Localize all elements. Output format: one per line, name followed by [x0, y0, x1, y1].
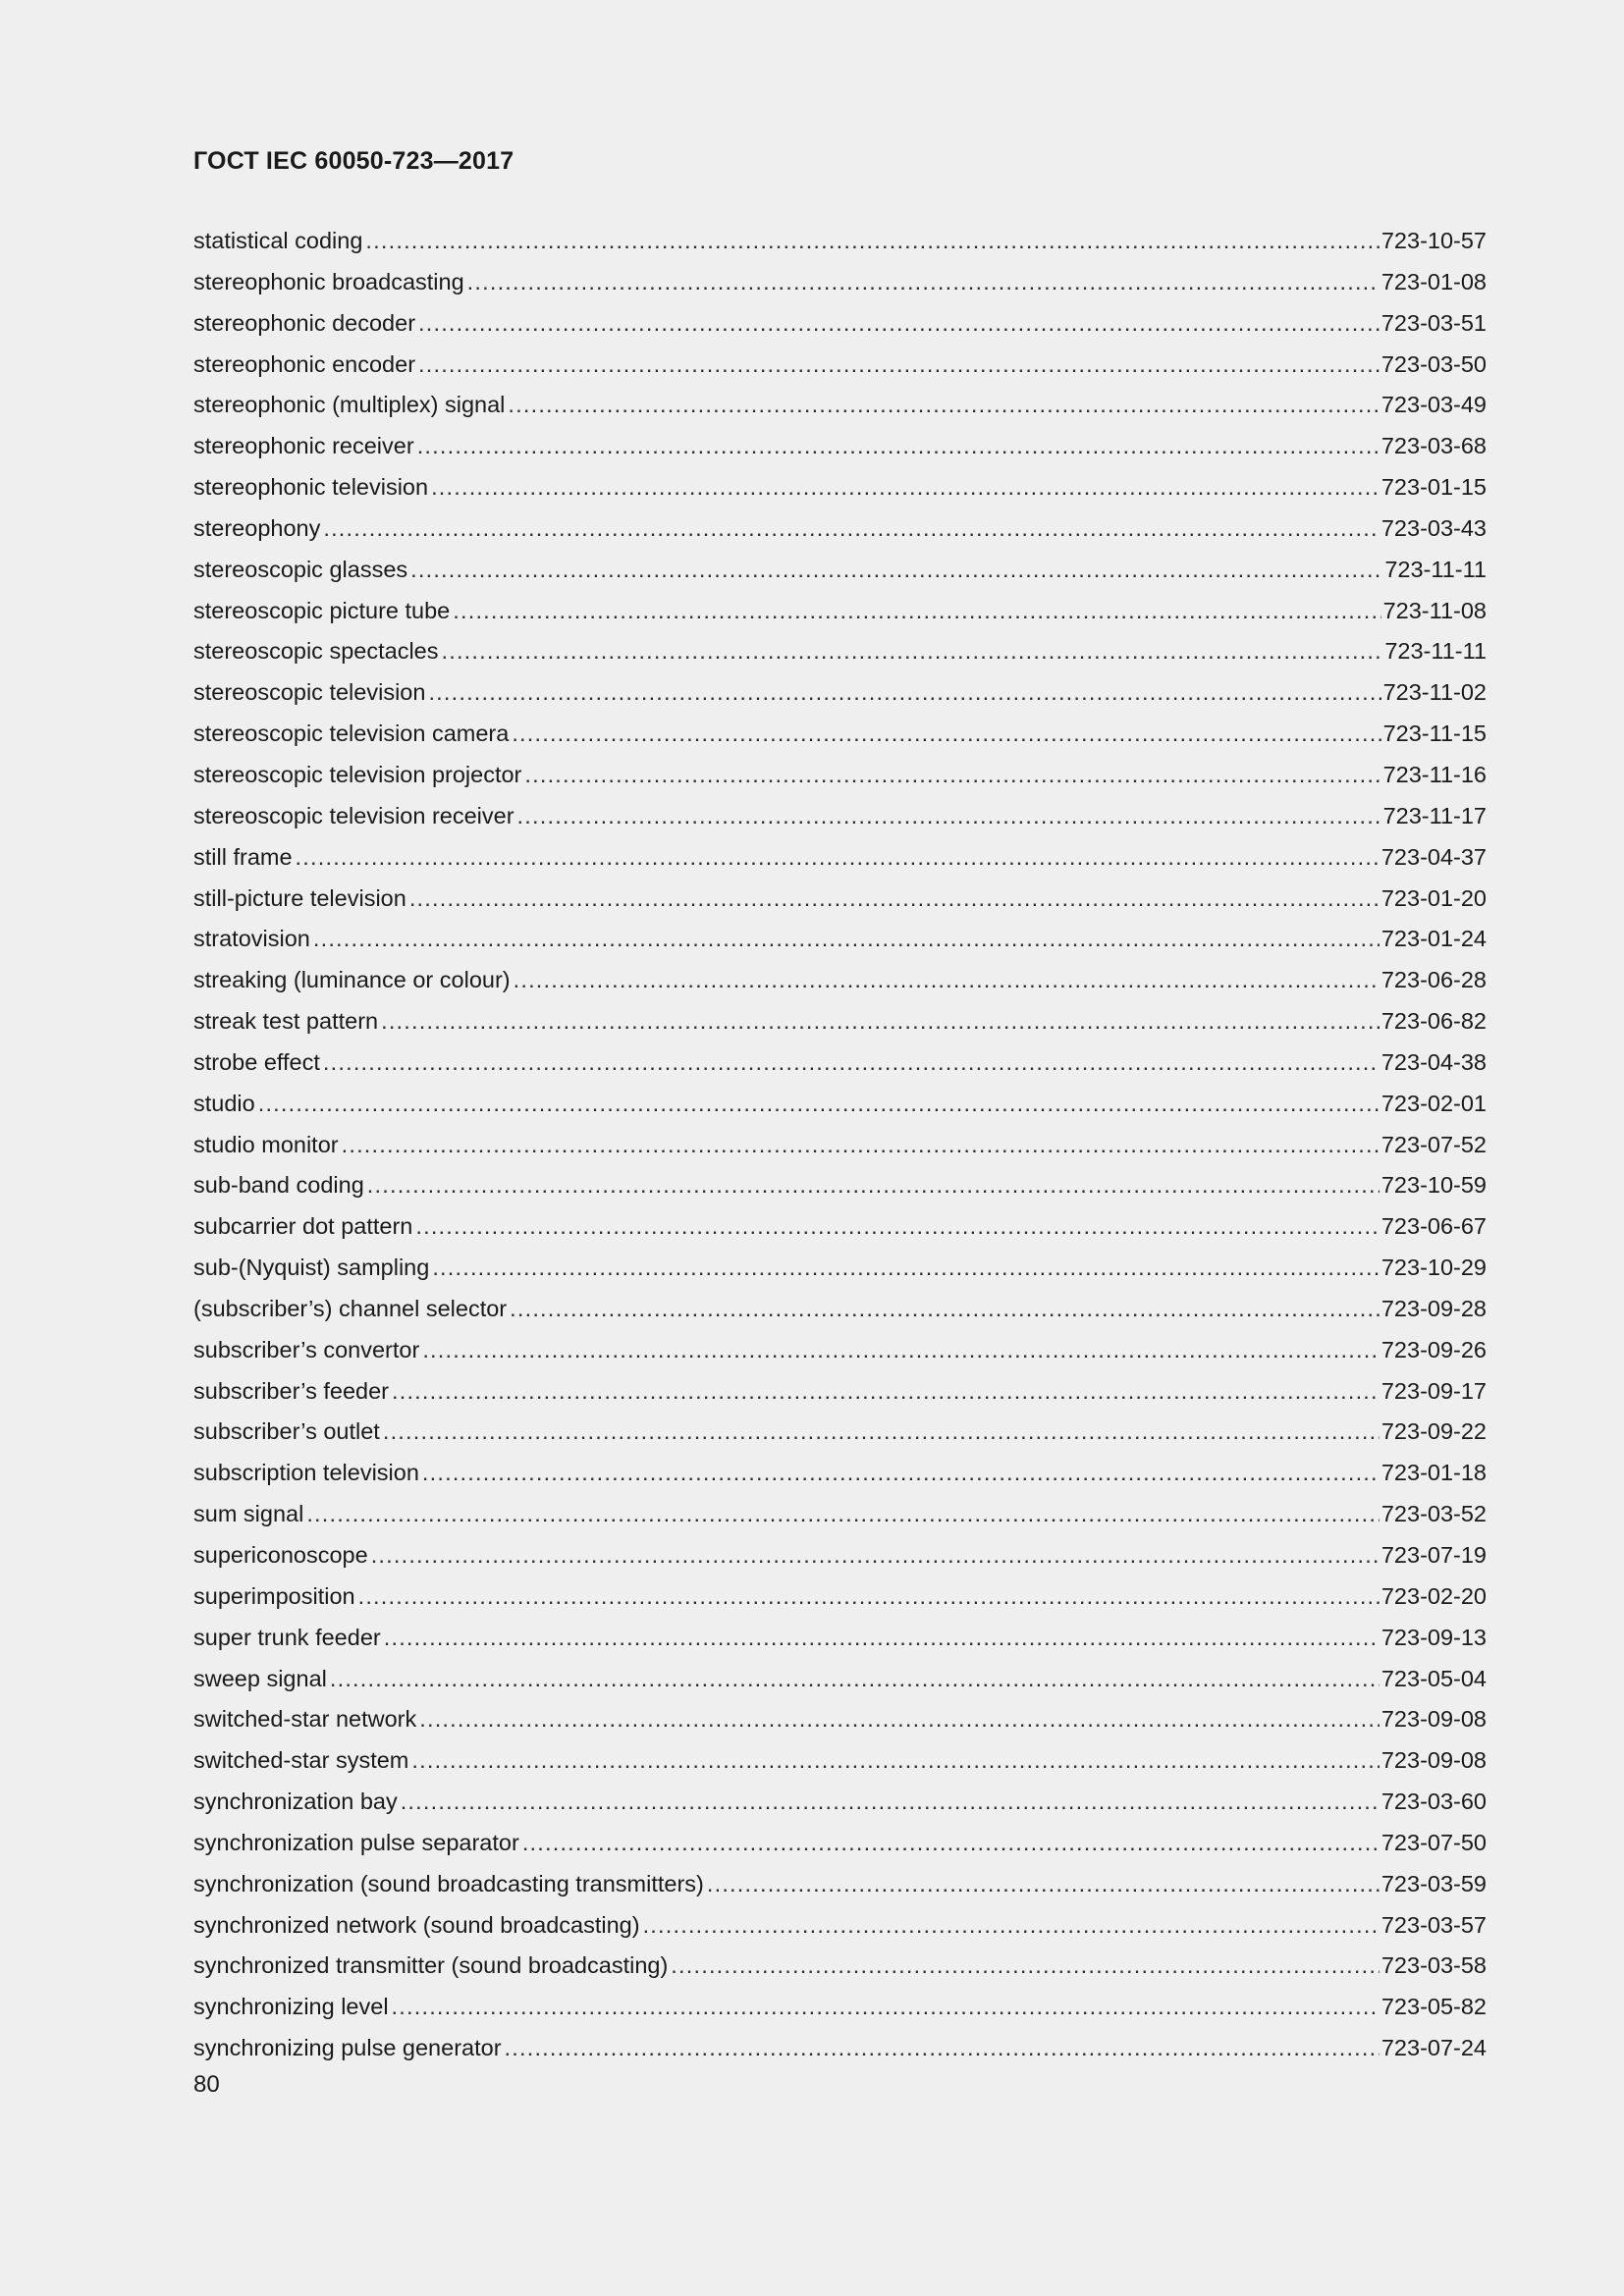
- index-term: sweep signal: [193, 1665, 327, 1691]
- index-entry: [193, 879, 1487, 920]
- index-entry: [193, 1494, 1487, 1535]
- index-entry: [193, 1001, 1487, 1042]
- dot-leader: [441, 631, 1382, 672]
- index-term: stereophonic broadcasting: [193, 268, 464, 294]
- index-entry: [193, 221, 1487, 262]
- index-entry: [193, 1084, 1487, 1125]
- index-entry: [193, 714, 1487, 755]
- index-term: stereoscopic glasses: [193, 556, 408, 582]
- index-entry: [193, 919, 1487, 960]
- index-entry: [193, 755, 1487, 796]
- index-term: synchronization bay: [193, 1789, 398, 1815]
- index-reference: 723-01-15: [1380, 474, 1487, 501]
- index-reference: 723-09-13: [1380, 1624, 1487, 1650]
- index-reference: 723-10-29: [1380, 1255, 1487, 1281]
- index-reference: 723-01-20: [1380, 884, 1487, 911]
- index-reference: 723-09-08: [1380, 1706, 1487, 1733]
- index-reference: 723-11-02: [1382, 679, 1487, 706]
- index-reference: 723-10-59: [1380, 1172, 1487, 1199]
- dot-leader: [643, 1905, 1380, 1947]
- index-reference: 723-05-04: [1380, 1665, 1487, 1691]
- index-term: sub-(Nyquist) sampling: [193, 1255, 430, 1281]
- index-term: switched-star network: [193, 1706, 417, 1733]
- index-term: strobe effect: [193, 1048, 320, 1075]
- index-entry: [193, 385, 1487, 426]
- index-term: stereophonic television: [193, 474, 429, 501]
- index-term: statistical coding: [193, 228, 363, 253]
- index-reference: 723-03-51: [1380, 309, 1487, 336]
- index-term: stereoscopic television camera: [193, 721, 510, 747]
- index-term: super trunk feeder: [193, 1624, 381, 1650]
- dot-leader: [342, 1125, 1380, 1166]
- dot-leader: [365, 221, 1379, 262]
- index-term: still-picture television: [193, 884, 406, 911]
- index-entry: [193, 1125, 1487, 1166]
- index-list: [193, 221, 1487, 2069]
- index-term: subcarrier dot pattern: [193, 1213, 413, 1240]
- dot-leader: [417, 426, 1380, 467]
- dot-leader: [410, 550, 1382, 591]
- index-reference: 723-03-50: [1380, 350, 1487, 377]
- index-entry: [193, 426, 1487, 467]
- dot-leader: [401, 1782, 1380, 1823]
- index-reference: 723-09-28: [1380, 1295, 1487, 1321]
- index-entry: [193, 1987, 1487, 2028]
- index-reference: 723-11-15: [1382, 721, 1487, 747]
- index-term: (subscriber’s) channel selector: [193, 1295, 508, 1321]
- index-entry: [193, 1289, 1487, 1330]
- index-term: switched-star system: [193, 1747, 409, 1774]
- index-reference: 723-06-28: [1380, 967, 1487, 993]
- dot-leader: [418, 345, 1380, 386]
- index-term: synchronized transmitter (sound broadcasting): [193, 1952, 669, 1979]
- index-reference: 723-09-26: [1380, 1336, 1487, 1362]
- dot-leader: [384, 1618, 1380, 1659]
- index-term: stereoscopic picture tube: [193, 597, 451, 623]
- index-term: still frame: [193, 843, 293, 870]
- index-reference: 723-09-17: [1380, 1377, 1487, 1404]
- dot-leader: [510, 1289, 1380, 1330]
- index-reference: 723-11-17: [1382, 802, 1487, 828]
- index-reference: 723-10-57: [1380, 228, 1487, 253]
- dot-leader: [508, 385, 1379, 426]
- index-entry: [193, 1823, 1487, 1864]
- index-reference: 723-06-82: [1380, 1008, 1487, 1035]
- index-entry: [193, 672, 1487, 714]
- index-term: streak test pattern: [193, 1008, 379, 1035]
- dot-leader: [517, 796, 1381, 837]
- index-reference: 723-03-60: [1380, 1789, 1487, 1815]
- index-entry: [193, 1371, 1487, 1413]
- index-term: synchronizing level: [193, 1994, 389, 2020]
- index-entry: [193, 1412, 1487, 1453]
- dot-leader: [415, 1206, 1379, 1248]
- index-entry: [193, 1699, 1487, 1740]
- index-term: stereophonic (multiplex) signal: [193, 392, 506, 418]
- index-entry: [193, 1782, 1487, 1823]
- dot-leader: [432, 1248, 1380, 1289]
- dot-leader: [467, 262, 1380, 303]
- index-entry: [193, 1042, 1487, 1084]
- index-entry: [193, 1453, 1487, 1494]
- document-header: ГОСТ IEC 60050-723—2017: [193, 147, 514, 175]
- index-term: stereophony: [193, 514, 321, 541]
- index-reference: 723-06-67: [1380, 1213, 1487, 1240]
- dot-leader: [411, 1740, 1379, 1782]
- index-reference: 723-07-50: [1380, 1829, 1487, 1855]
- index-reference: 723-01-24: [1380, 926, 1487, 952]
- index-term: stratovision: [193, 926, 310, 952]
- dot-leader: [323, 1042, 1380, 1084]
- index-entry: [193, 1905, 1487, 1947]
- index-reference: 723-11-11: [1384, 556, 1487, 582]
- index-term: stereoscopic television: [193, 679, 426, 706]
- index-entry: [193, 1576, 1487, 1618]
- index-reference: 723-07-24: [1380, 2035, 1487, 2061]
- index-entry: [193, 1330, 1487, 1371]
- index-term: synchronization (sound broadcasting transmitters): [193, 1870, 704, 1896]
- index-term: stereoscopic television projector: [193, 761, 522, 787]
- index-term: stereophonic receiver: [193, 433, 414, 459]
- index-term: sum signal: [193, 1501, 304, 1527]
- index-term: synchronization pulse separator: [193, 1829, 519, 1855]
- index-reference: 723-01-08: [1380, 268, 1487, 294]
- index-reference: 723-09-08: [1380, 1747, 1487, 1774]
- index-reference: 723-03-58: [1380, 1952, 1487, 1979]
- dot-leader: [381, 1001, 1380, 1042]
- index-reference: 723-03-49: [1380, 392, 1487, 418]
- dot-leader: [358, 1576, 1380, 1618]
- index-reference: 723-11-08: [1382, 597, 1487, 623]
- index-term: studio: [193, 1090, 255, 1116]
- index-term: synchronizing pulse generator: [193, 2035, 502, 2061]
- dot-leader: [258, 1084, 1380, 1125]
- index-entry: [193, 467, 1487, 508]
- dot-leader: [418, 303, 1380, 345]
- index-entry: [193, 960, 1487, 1001]
- dot-leader: [671, 1946, 1380, 1987]
- index-reference: 723-07-19: [1380, 1542, 1487, 1568]
- index-reference: 723-11-11: [1384, 638, 1487, 665]
- index-entry: [193, 262, 1487, 303]
- index-entry: [193, 837, 1487, 879]
- index-term: superimposition: [193, 1582, 355, 1609]
- index-reference: 723-03-59: [1380, 1870, 1487, 1896]
- index-entry: [193, 1740, 1487, 1782]
- dot-leader: [422, 1453, 1380, 1494]
- dot-leader: [313, 919, 1380, 960]
- index-term: sub-band coding: [193, 1172, 364, 1199]
- index-term: supericonoscope: [193, 1542, 368, 1568]
- dot-leader: [505, 2028, 1380, 2069]
- index-reference: 723-03-68: [1380, 433, 1487, 459]
- index-term: stereophonic decoder: [193, 309, 416, 336]
- index-entry: [193, 508, 1487, 550]
- dot-leader: [524, 755, 1380, 796]
- dot-leader: [707, 1864, 1380, 1905]
- index-entry: [193, 2028, 1487, 2069]
- index-entry: [193, 303, 1487, 345]
- index-term: subscriber’s outlet: [193, 1418, 380, 1445]
- index-reference: 723-02-01: [1380, 1090, 1487, 1116]
- dot-leader: [522, 1823, 1380, 1864]
- index-entry: [193, 1206, 1487, 1248]
- index-reference: 723-03-52: [1380, 1501, 1487, 1527]
- dot-leader: [383, 1412, 1380, 1453]
- index-entry: [193, 550, 1487, 591]
- dot-leader: [428, 672, 1380, 714]
- index-entry: [193, 1946, 1487, 1987]
- dot-leader: [367, 1165, 1380, 1206]
- index-reference: 723-03-43: [1380, 514, 1487, 541]
- dot-leader: [422, 1330, 1380, 1371]
- index-reference: 723-01-18: [1380, 1460, 1487, 1486]
- dot-leader: [296, 837, 1380, 879]
- dot-leader: [323, 508, 1380, 550]
- dot-leader: [431, 467, 1380, 508]
- index-reference: 723-04-38: [1380, 1048, 1487, 1075]
- index-reference: 723-09-22: [1380, 1418, 1487, 1445]
- index-reference: 723-07-52: [1380, 1131, 1487, 1157]
- index-term: stereoscopic spectacles: [193, 638, 439, 665]
- index-reference: 723-03-57: [1380, 1911, 1487, 1938]
- dot-leader: [514, 960, 1380, 1001]
- dot-leader: [419, 1699, 1380, 1740]
- index-term: synchronized network (sound broadcasting): [193, 1911, 640, 1938]
- index-reference: 723-04-37: [1380, 843, 1487, 870]
- index-term: subscription television: [193, 1460, 419, 1486]
- index-entry: [193, 1659, 1487, 1700]
- index-entry: [193, 345, 1487, 386]
- index-term: subscriber’s convertor: [193, 1336, 420, 1362]
- index-term: stereophonic encoder: [193, 350, 416, 377]
- index-term: studio monitor: [193, 1131, 339, 1157]
- index-reference: 723-11-16: [1382, 761, 1487, 787]
- index-entry: [193, 1864, 1487, 1905]
- index-reference: 723-05-82: [1380, 1994, 1487, 2020]
- index-entry: [193, 1248, 1487, 1289]
- dot-leader: [409, 879, 1380, 920]
- index-entry: [193, 1535, 1487, 1576]
- dot-leader: [392, 1371, 1380, 1413]
- dot-leader: [306, 1494, 1380, 1535]
- dot-leader: [453, 591, 1380, 632]
- page-number: 80: [193, 2071, 220, 2098]
- index-entry: [193, 796, 1487, 837]
- dot-leader: [512, 714, 1380, 755]
- dot-leader: [371, 1535, 1380, 1576]
- index-entry: [193, 591, 1487, 632]
- index-entry: [193, 631, 1487, 672]
- index-entry: [193, 1165, 1487, 1206]
- index-entry: [193, 1618, 1487, 1659]
- dot-leader: [392, 1987, 1380, 2028]
- dot-leader: [330, 1659, 1380, 1700]
- index-term: subscriber’s feeder: [193, 1377, 389, 1404]
- index-reference: 723-02-20: [1380, 1582, 1487, 1609]
- index-term: stereoscopic television receiver: [193, 802, 514, 828]
- index-term: streaking (luminance or colour): [193, 967, 511, 993]
